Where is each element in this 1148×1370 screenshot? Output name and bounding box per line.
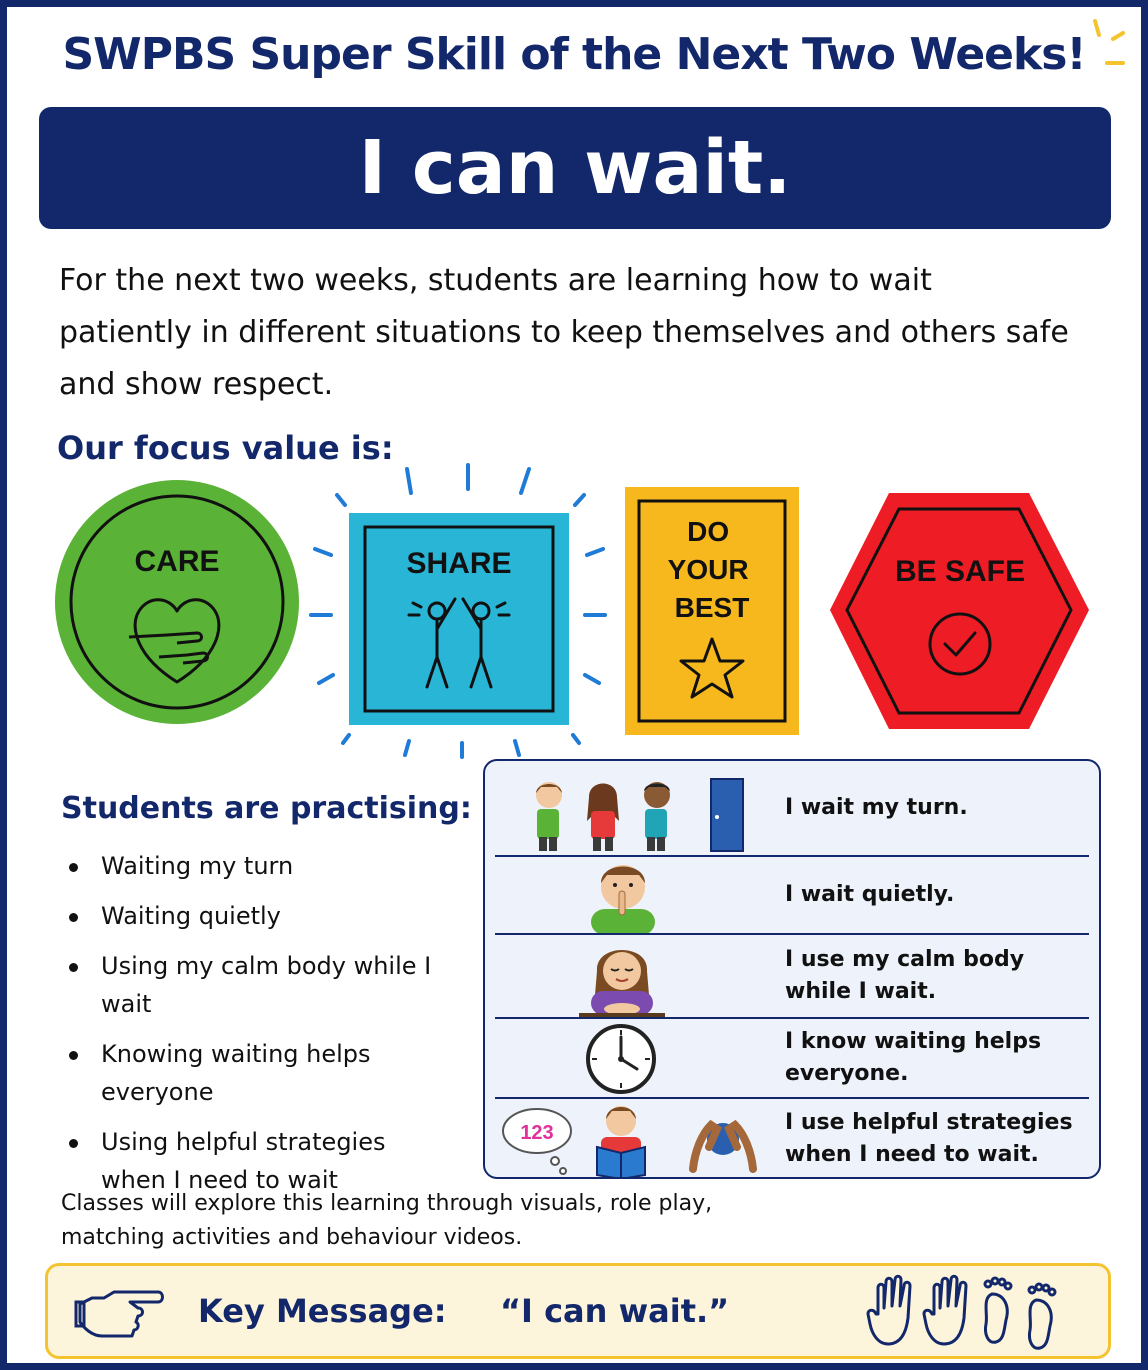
focus-values — [7, 447, 1148, 777]
list-item: Using my calm body while I wait — [67, 947, 487, 1023]
shush-child-icon — [497, 857, 763, 933]
statement-text: I use my calm body while I wait. — [785, 947, 1025, 1004]
squeeze-ball-icon — [693, 1123, 753, 1169]
care-label: CARE — [134, 545, 220, 578]
reading-child-icon — [597, 1106, 645, 1179]
list-item: Waiting my turn — [67, 847, 487, 885]
explore-note: Classes will explore this learning through visuals, role play, matching activities and behaviour videos. — [61, 1191, 713, 1250]
list-item: Waiting quietly — [67, 897, 487, 935]
care-badge — [55, 480, 299, 724]
children-queue-icon — [497, 761, 763, 855]
skill-banner: I can wait. — [39, 107, 1111, 229]
still-feet-icon — [985, 1278, 1055, 1348]
table-row — [485, 857, 1099, 933]
calm-child-icon — [497, 935, 763, 1017]
table-row — [485, 1019, 1099, 1097]
still-hand-icon — [868, 1276, 910, 1344]
share-value — [349, 513, 569, 725]
clock-icon — [497, 1019, 763, 1097]
intro-paragraph: For the next two weeks, students are learning how to wait patiently in different situations to keep themselves and others safe and show respect. — [59, 263, 1069, 402]
statement-text: I wait quietly. — [785, 882, 955, 907]
table-row — [485, 935, 1099, 1017]
safe-value — [830, 493, 1089, 729]
poster-title: SWPBS Super Skill of the Next Two Weeks! — [62, 29, 1086, 80]
best-label-line-2: YOUR — [667, 554, 749, 585]
key-message-icons — [864, 1274, 1084, 1350]
list-item: Using helpful strategies when I need to wait — [67, 1123, 401, 1199]
still-hand-icon — [924, 1276, 966, 1344]
practising-heading: Students are practising: — [61, 791, 472, 826]
table-row — [485, 1099, 1099, 1179]
list-item: Knowing waiting helps everyone — [67, 1035, 381, 1111]
safe-badge — [830, 493, 1089, 729]
safe-label: BE SAFE — [894, 555, 1026, 588]
statements-table — [483, 759, 1101, 1179]
thought-bubble-icon — [503, 1109, 571, 1174]
practising-list — [67, 847, 487, 1211]
statement-text: I use helpful strategies when I need to wait. — [785, 1110, 1073, 1167]
key-message-quote: “I can wait.” — [500, 1292, 730, 1330]
best-value — [625, 487, 799, 735]
best-label-line-1: DO — [687, 516, 730, 547]
key-message-box — [45, 1263, 1111, 1359]
care-value — [55, 480, 299, 724]
focus-value-label: Our focus value is: — [57, 429, 394, 467]
share-badge — [349, 513, 569, 725]
strategies-icon — [497, 1099, 763, 1179]
key-message-label: Key Message: — [198, 1292, 447, 1330]
share-label: SHARE — [406, 547, 512, 580]
table-row — [485, 761, 1099, 855]
best-label-line-3: BEST — [674, 592, 750, 623]
counting-text: 123 — [520, 1122, 554, 1144]
statement-text: I know waiting helps everyone. — [785, 1029, 1042, 1086]
pointing-hand-icon — [74, 1278, 174, 1344]
sparkle-icon — [1083, 13, 1127, 77]
statement-text: I wait my turn. — [785, 795, 968, 820]
